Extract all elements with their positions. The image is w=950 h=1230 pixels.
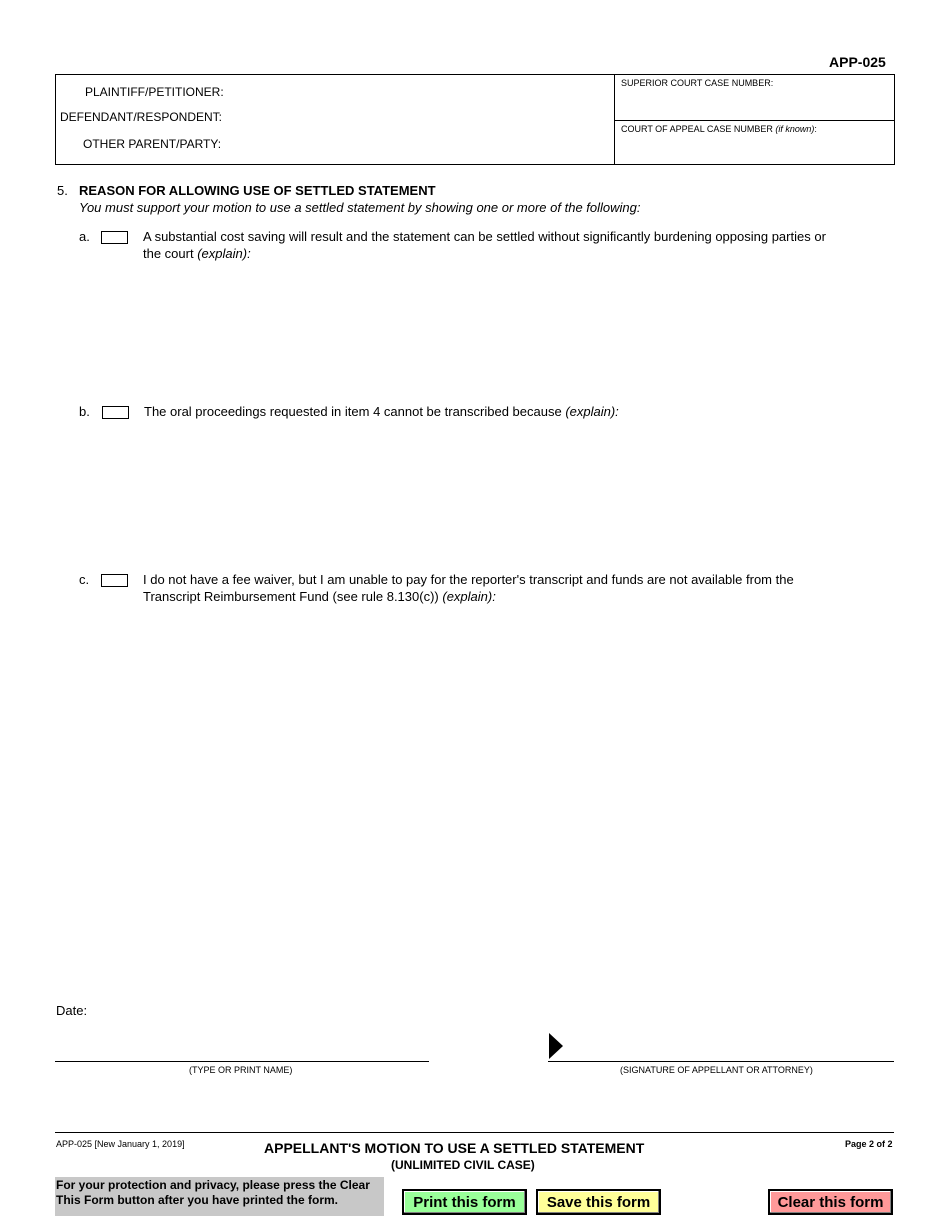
section-instruction: You must support your motion to use a settled statement by showing one or more of the following: (79, 200, 641, 215)
case-number-divider (615, 120, 894, 121)
case-number-area (615, 75, 894, 164)
item-c-checkbox[interactable] (101, 574, 128, 587)
item-a-text-line2: the court (explain): (143, 246, 251, 261)
item-c-text-line2: Transcript Reimbursement Fund (see rule 8.130(c)) (explain): (143, 589, 496, 604)
item-a-letter: a. (79, 229, 90, 244)
signature-caption: (SIGNATURE OF APPELLANT OR ATTORNEY) (620, 1065, 813, 1075)
signature-line (548, 1061, 894, 1062)
form-id: APP-025 (829, 54, 886, 70)
signature-arrow-icon (549, 1033, 563, 1059)
section-number: 5. (57, 183, 68, 198)
case-caption-box (55, 74, 895, 165)
court-of-appeal-case-number-label: COURT OF APPEAL CASE NUMBER (if known): (621, 124, 817, 134)
item-b-text-line1: The oral proceedings requested in item 4 cannot be transcribed because (explain): (144, 404, 619, 419)
save-form-button[interactable]: Save this form (536, 1189, 661, 1215)
privacy-line-2: This Form button after you have printed the form. (56, 1193, 339, 1207)
item-b-letter: b. (79, 404, 90, 419)
print-form-button[interactable]: Print this form (402, 1189, 527, 1215)
section-title: REASON FOR ALLOWING USE OF SETTLED STATEMENT (79, 183, 436, 198)
other-party-label: OTHER PARENT/PARTY: (83, 137, 222, 151)
item-b-checkbox[interactable] (102, 406, 129, 419)
item-c-text-line1: I do not have a fee waiver, but I am unable to pay for the reporter's transcript and funds are not available from the (143, 572, 794, 587)
superior-court-case-number-label: SUPERIOR COURT CASE NUMBER: (621, 78, 774, 88)
privacy-notice (55, 1177, 384, 1216)
name-caption: (TYPE OR PRINT NAME) (189, 1065, 293, 1075)
form-revision: APP-025 [New January 1, 2019] (56, 1139, 185, 1149)
plaintiff-label: PLAINTIFF/PETITIONER: (85, 85, 224, 99)
defendant-label: DEFENDANT/RESPONDENT: (60, 110, 223, 124)
name-line (55, 1061, 429, 1062)
date-label: Date: (56, 1003, 88, 1018)
item-a-text-line1: A substantial cost saving will result and the statement can be settled without significantly burdening opposing parties or (143, 229, 826, 244)
page-number: Page 2 of 2 (845, 1139, 893, 1149)
clear-form-button[interactable]: Clear this form (768, 1189, 893, 1215)
item-a-checkbox[interactable] (101, 231, 128, 244)
form-title: APPELLANT'S MOTION TO USE A SETTLED STATEMENT (264, 1140, 645, 1156)
form-subtitle: (UNLIMITED CIVIL CASE) (391, 1158, 535, 1172)
privacy-line-1: For your protection and privacy, please press the Clear (56, 1178, 370, 1192)
party-names-area (56, 75, 615, 164)
footer-rule (55, 1132, 894, 1133)
item-c-letter: c. (79, 572, 90, 587)
